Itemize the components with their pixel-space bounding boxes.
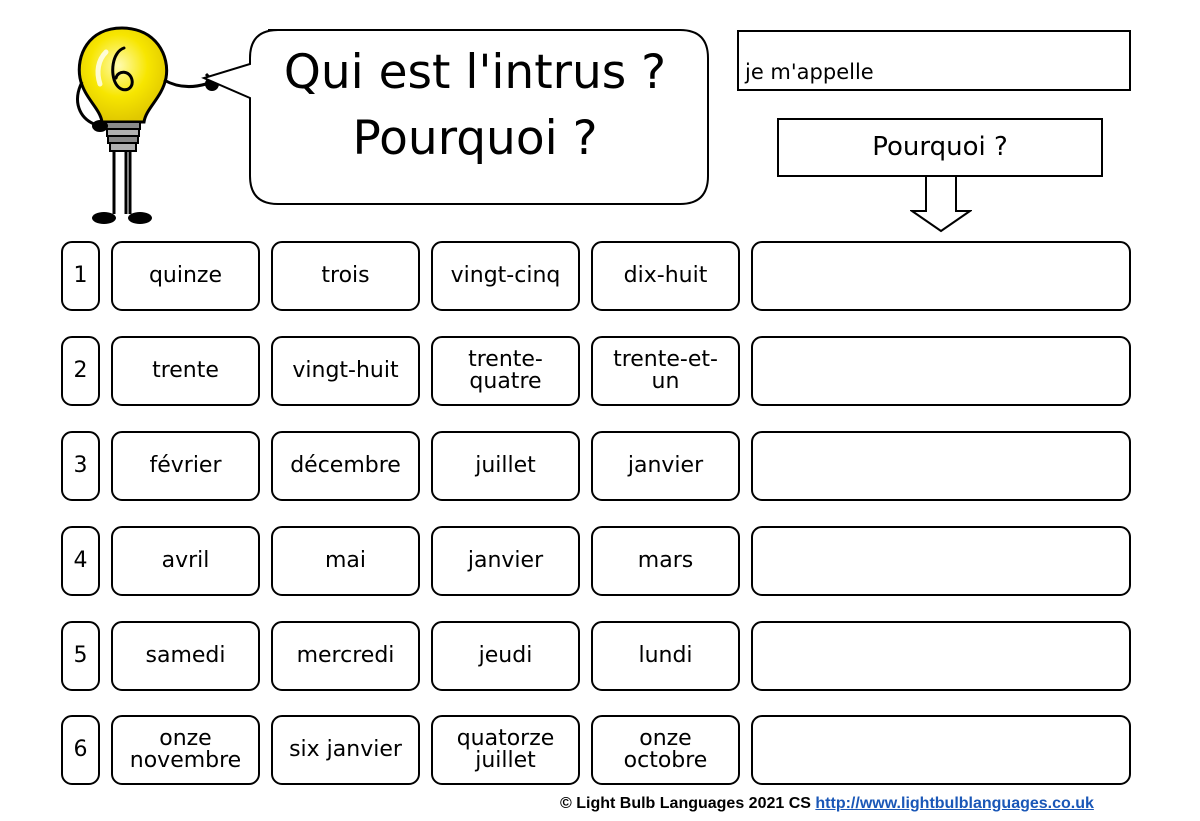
question-row bbox=[0, 431, 1200, 501]
page-title bbox=[250, 40, 700, 172]
name-label: je m'appelle bbox=[745, 60, 874, 84]
row-number: 6 bbox=[61, 715, 100, 785]
answer-field[interactable] bbox=[751, 431, 1131, 501]
answer-field[interactable] bbox=[751, 336, 1131, 406]
word-card: mai bbox=[271, 526, 420, 596]
row-number: 3 bbox=[61, 431, 100, 501]
word-card: quinze bbox=[111, 241, 260, 311]
row-number: 1 bbox=[61, 241, 100, 311]
row-number: 4 bbox=[61, 526, 100, 596]
word-card: mercredi bbox=[271, 621, 420, 691]
why-label: Pourquoi ? bbox=[872, 132, 1008, 162]
answer-field[interactable] bbox=[751, 241, 1131, 311]
word-card: mars bbox=[591, 526, 740, 596]
copyright-text: © Light Bulb Languages 2021 CS bbox=[560, 795, 811, 812]
word-card: quatorze juillet bbox=[431, 715, 580, 785]
word-card: vingt-huit bbox=[271, 336, 420, 406]
title-line-1: Qui est l'intrus ? bbox=[283, 45, 667, 100]
footer bbox=[560, 795, 1094, 813]
word-card: samedi bbox=[111, 621, 260, 691]
word-card: janvier bbox=[591, 431, 740, 501]
row-number: 5 bbox=[61, 621, 100, 691]
word-card: onze octobre bbox=[591, 715, 740, 785]
down-arrow-icon bbox=[910, 175, 972, 233]
word-card: onze novembre bbox=[111, 715, 260, 785]
word-card: dix-huit bbox=[591, 241, 740, 311]
website-link[interactable]: http://www.lightbulblanguages.co.uk bbox=[815, 795, 1094, 812]
word-card: juillet bbox=[431, 431, 580, 501]
word-card: trente bbox=[111, 336, 260, 406]
word-card: lundi bbox=[591, 621, 740, 691]
row-number: 2 bbox=[61, 336, 100, 406]
word-card: janvier bbox=[431, 526, 580, 596]
answer-field[interactable] bbox=[751, 526, 1131, 596]
question-row bbox=[0, 241, 1200, 311]
question-row bbox=[0, 526, 1200, 596]
word-card: trente- quatre bbox=[431, 336, 580, 406]
question-row bbox=[0, 621, 1200, 691]
word-card: six janvier bbox=[271, 715, 420, 785]
answer-field[interactable] bbox=[751, 621, 1131, 691]
word-card: trente-et- un bbox=[591, 336, 740, 406]
question-row bbox=[0, 715, 1200, 785]
word-card: avril bbox=[111, 526, 260, 596]
word-card: décembre bbox=[271, 431, 420, 501]
question-row bbox=[0, 336, 1200, 406]
name-field[interactable] bbox=[737, 30, 1131, 91]
why-header-box bbox=[777, 118, 1103, 177]
word-card: février bbox=[111, 431, 260, 501]
answer-field[interactable] bbox=[751, 715, 1131, 785]
word-card: trois bbox=[271, 241, 420, 311]
word-card: vingt-cinq bbox=[431, 241, 580, 311]
title-line-2: Pourquoi ? bbox=[352, 111, 598, 166]
word-card: jeudi bbox=[431, 621, 580, 691]
